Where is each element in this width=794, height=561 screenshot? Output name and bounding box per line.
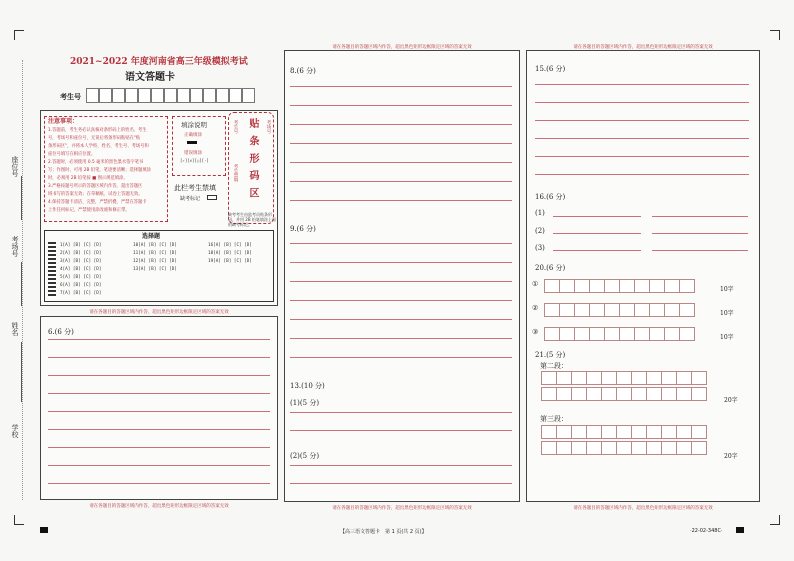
notice-line: 写；作图时，可用 2B 铅笔，笔迹要清晰；选择题填涂 (48, 168, 151, 173)
q8-answer-line[interactable] (290, 181, 512, 182)
choice-option-row[interactable]: 10[A] [B] [C] [D] (133, 243, 177, 248)
room-label: 考场号 (11, 236, 19, 257)
q20-item-3: ③ (532, 328, 539, 336)
q13-1-answer-line[interactable] (290, 430, 512, 431)
choice-option-row[interactable]: 12[A] [B] [C] [D] (133, 259, 177, 264)
banner-mid-bottom: 请在各题目的答题区域内作答，超出黑色矩形边框限定区域的答案无效 (332, 506, 472, 511)
notice-text (48, 127, 168, 215)
q16-item-2: (2) (535, 227, 545, 235)
q9-answer-line[interactable] (290, 357, 512, 358)
school-label: 学校 (11, 424, 19, 438)
fill-guide-wrong: 错误填涂 (184, 151, 202, 156)
q20-item-1: ① (532, 280, 539, 288)
q21-grid-para3[interactable] (542, 425, 707, 457)
q8-answer-line[interactable] (290, 162, 512, 163)
q21-grid-para2[interactable] (542, 371, 707, 403)
notice-line: 3.严格按题号所示的答题区域内作答，超出答题区 (48, 184, 143, 189)
timing-mark (736, 527, 744, 533)
q9-answer-line[interactable] (290, 281, 512, 282)
q16-item-1: (1) (535, 209, 545, 217)
q13-2-answer-line[interactable] (290, 465, 512, 466)
crop-mark-bottom-left (14, 515, 24, 525)
choice-option-row[interactable]: 5[A] [B] [C] [D] (60, 275, 102, 280)
choice-option-row[interactable]: 11[A] [B] [C] [D] (133, 251, 177, 256)
q15-answer-line[interactable] (535, 120, 749, 121)
q9-label: 9.(6 分) (290, 225, 316, 233)
q9-answer-line[interactable] (290, 338, 512, 339)
q6-label: 6.(6 分) (48, 328, 74, 336)
barcode-area-label: 贴 条 形 码 区 (247, 118, 258, 200)
q21-unit-1: 20字 (724, 397, 738, 404)
choice-title: 选择题 (142, 233, 161, 240)
q20-unit-3: 10字 (720, 334, 734, 341)
q13-label: 13.(10 分) (290, 382, 325, 390)
mid-panel (284, 50, 520, 502)
seat-field-line[interactable] (21, 176, 22, 220)
q15-answer-line[interactable] (535, 102, 749, 103)
banner-left-bottom: 请在各题目的答题区域内作答，超出黑色矩形边框限定区域的答案无效 (89, 504, 229, 509)
choice-option-row[interactable]: 3[A] [B] [C] [D] (60, 259, 102, 264)
q16-answer-line[interactable] (652, 250, 748, 251)
name-field-line[interactable] (21, 342, 22, 402)
q6-answer-line[interactable] (48, 375, 270, 376)
q16-answer-line[interactable] (553, 216, 641, 217)
q20-grid-2[interactable] (545, 303, 695, 319)
choice-option-row[interactable]: 2[A] [B] [C] [D] (60, 251, 102, 256)
q16-label: 16.(6 分) (535, 193, 566, 201)
q20-unit-1: 10字 (720, 286, 734, 293)
banner-right-top: 请在各题目的答题区域内作答，超出黑色矩形边框限定区域的答案无效 (573, 45, 713, 50)
q21-label: 21.(5 分) (535, 351, 566, 359)
q21-para2-label: 第二段： (540, 362, 568, 370)
q8-answer-line[interactable] (290, 143, 512, 144)
choice-option-row[interactable]: 16[A] [B] [C] [D] (208, 243, 252, 248)
q15-answer-line[interactable] (535, 84, 749, 85)
notice-line: 座位号填写在相应位置。 (48, 152, 96, 157)
q16-answer-line[interactable] (652, 216, 748, 217)
q20-grid-1[interactable] (545, 279, 695, 295)
choice-option-row[interactable]: 19[A] [B] [C] [D] (208, 259, 252, 264)
wrong-fill-sample: [✓][✗][○][·] (180, 158, 209, 163)
q20-label: 20.(6 分) (535, 264, 566, 272)
page-footer: 【高三语文答题卡 第 1 页(共 2 页)】 (340, 529, 427, 535)
notice-line: 时，必须用 2B 铅笔按 ■ 图示规范填涂。 (48, 176, 128, 181)
q8-answer-line[interactable] (290, 105, 512, 106)
q6-answer-line[interactable] (48, 483, 270, 484)
crop-mark-bottom-right (770, 515, 780, 525)
exam-no-label: 考生号 (60, 92, 81, 101)
q16-answer-line[interactable] (553, 233, 641, 234)
absent-mark-box[interactable] (207, 195, 217, 200)
barcode-right-label: 考场号 (266, 120, 271, 134)
q6-answer-line[interactable] (48, 411, 270, 412)
notice-line: 号，考场号和座位号，无误后将条形码粘贴在"贴 (48, 136, 141, 141)
name-label: 姓名 (11, 322, 19, 336)
q6-panel (40, 316, 278, 500)
q8-answer-line[interactable] (290, 124, 512, 125)
notice-line: 1.答题前，考生务必认真核对条形码上的姓名、考生 (48, 128, 147, 133)
correct-fill-sample (187, 141, 197, 144)
card-title: 语文答题卡 (125, 72, 175, 83)
absent-mark-label: 缺考标记 (180, 196, 201, 202)
card-code: ·22-02-348C· (690, 528, 723, 534)
q6-answer-line[interactable] (48, 429, 270, 430)
room-field-line[interactable] (21, 262, 22, 306)
q15-answer-line[interactable] (535, 138, 749, 139)
fill-guide-title: 填涂说明 (181, 121, 207, 129)
q13-2-label: (2)(5 分) (290, 452, 320, 460)
choice-option-row[interactable]: 18[A] [B] [C] [D] (208, 251, 252, 256)
notice-line: 域书写的答案无效；在草稿纸、试卷上答题无效。 (48, 192, 143, 197)
q9-answer-line[interactable] (290, 262, 512, 263)
notice-line: 条形码区"，并将本人学校、姓名、考生号、考场号和 (48, 144, 149, 149)
banner-right-bottom: 请在各题目的答题区域内作答，超出黑色矩形边框限定区域的答案无效 (573, 506, 713, 511)
exam-title: 2021~2022 年度河南省高三年级模拟考试 (70, 57, 248, 67)
binding-line (22, 60, 23, 500)
q8-label: 8.(6 分) (290, 67, 316, 75)
choice-option-row[interactable]: 6[A] [B] [C] [D] (60, 283, 102, 288)
q9-answer-line[interactable] (290, 319, 512, 320)
banner-mid-top: 请在各题目的答题区域内作答，超出黑色矩形边框限定区域的答案无效 (332, 45, 472, 50)
q9-answer-line[interactable] (290, 300, 512, 301)
q9-answer-line[interactable] (290, 243, 512, 244)
choice-option-row[interactable]: 7[A] [B] [C] [D] (60, 291, 102, 296)
q13-1-answer-line[interactable] (290, 412, 512, 413)
q6-answer-line[interactable] (48, 447, 270, 448)
barcode-forbid-label: 考生禁填 (233, 164, 238, 182)
q16-answer-line[interactable] (652, 233, 748, 234)
q20-grid-3[interactable] (545, 327, 695, 343)
q21-unit-2: 20字 (724, 453, 738, 460)
barcode-note: 缺考考生由监考员贴条形码，并用 2B 铅笔填涂上面的缺考标记。 (228, 212, 276, 227)
q16-item-3: (3) (535, 244, 545, 252)
q20-item-2: ② (532, 304, 539, 312)
notice-title: 注意事项： (48, 118, 79, 125)
absent-title: 此栏考生禁填 (174, 184, 216, 192)
q6-answer-line[interactable] (48, 339, 270, 340)
choice-option-row[interactable]: 13[A] [B] [C] [D] (133, 267, 177, 272)
q6-answer-line[interactable] (48, 357, 270, 358)
banner-left-top: 请在各题目的答题区域内作答，超出黑色矩形边框限定区域的答案无效 (89, 310, 229, 315)
fill-guide-correct: 正确填涂 (184, 133, 202, 138)
q20-unit-2: 10字 (720, 310, 734, 317)
q21-para3-label: 第三段： (540, 415, 568, 423)
choice-option-row[interactable]: 1[A] [B] [C] [D] (60, 243, 102, 248)
notice-line: 4.保持答题卡清洁、完整，严禁折叠，严禁在答题卡 (48, 200, 147, 205)
q13-2-answer-line[interactable] (290, 483, 512, 484)
notice-line: 上作任何标记，严禁使用涂改液和修正带。 (48, 208, 130, 213)
q15-answer-line[interactable] (535, 156, 749, 157)
q13-1-label: (1)(5 分) (290, 399, 320, 407)
seat-label: 座位号 (11, 156, 19, 177)
q6-answer-line[interactable] (48, 393, 270, 394)
choice-stripe (48, 242, 56, 298)
barcode-left-label: 考生号 (233, 120, 238, 134)
q6-answer-line[interactable] (48, 465, 270, 466)
crop-mark-top-right (770, 30, 780, 40)
q16-answer-line[interactable] (553, 250, 641, 251)
timing-mark (40, 527, 48, 533)
q8-answer-line[interactable] (290, 200, 512, 201)
choice-option-row[interactable]: 4[A] [B] [C] [D] (60, 267, 102, 272)
q15-label: 15.(6 分) (535, 65, 566, 73)
notice-line: 2.答题时，必须使用 0.5 毫米的黑色墨水签字笔书 (48, 160, 144, 165)
q15-answer-line[interactable] (535, 174, 749, 175)
crop-mark-top-left (14, 30, 24, 40)
q8-answer-line[interactable] (290, 86, 512, 87)
